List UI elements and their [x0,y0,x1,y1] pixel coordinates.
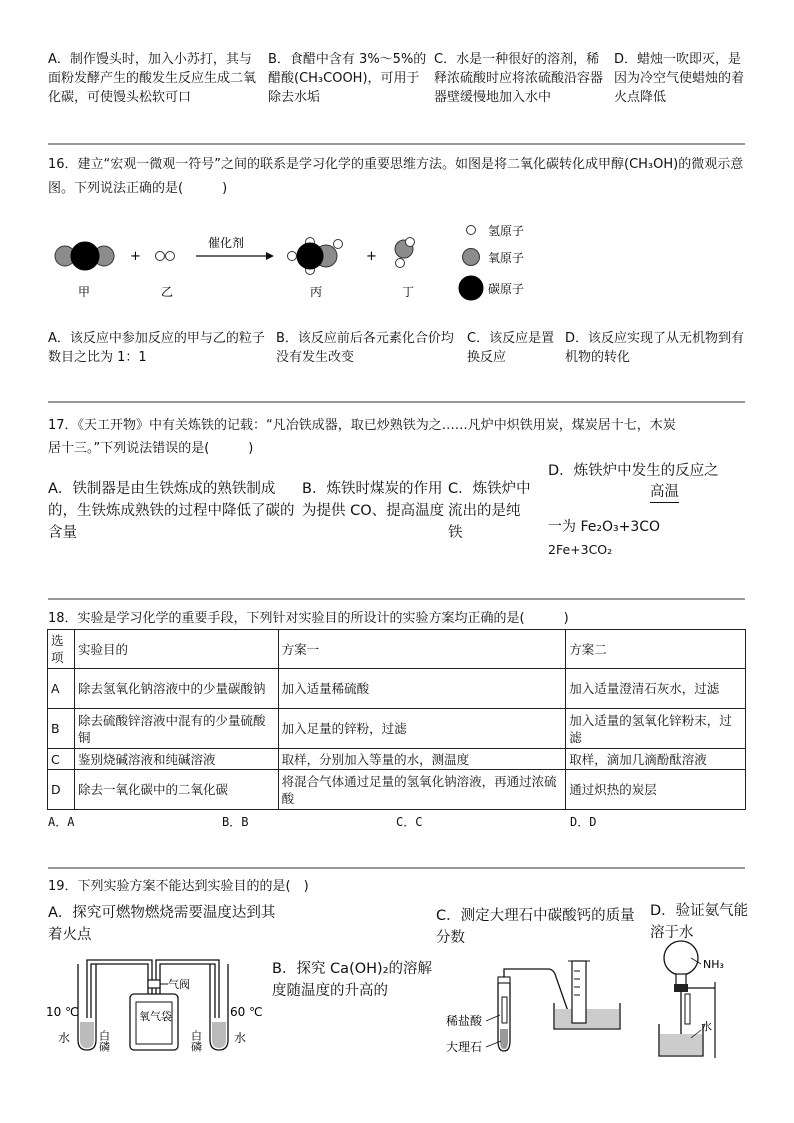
valve-icon [148,980,160,988]
reactant-yi-molecule [156,252,175,261]
cell-plan-1: 加入适量稀硫酸 [278,669,566,709]
q16-stem: 16．建立“宏观一微观一符号”之间的联系是学习化学的重要思维方法。如图是将二氧化碳转化成甲醇(CH₃OH)的微观示意图。下列说法正确的是( ) [48,157,744,196]
legend-carbon: 碳原子 [488,282,525,296]
water-label-left: 水 [58,1031,71,1045]
label-ding: 丁 [402,285,415,299]
product-ding-molecule [395,238,415,268]
table-header-row [48,630,746,669]
figure-a-combustion-apparatus [44,958,264,1062]
product-bing-molecule [288,238,343,275]
q19-option-c: C．测定大理石中碳酸钙的质量分数 [436,908,635,946]
water-label: 水 [701,1020,712,1033]
cell-plan-1: 加入足量的锌粉，过滤 [278,709,566,749]
cell-plan-2: 加入适量的氢氧化锌粉末，过滤 [566,709,746,749]
reactant-jia-molecule [55,242,114,270]
bag-label: 氧气袋 [139,1010,172,1023]
table-row [48,669,746,709]
cell-plan-1: 取样，分别加入等量的水，测温度 [278,749,566,770]
temp-right: 60 ℃ [230,1005,263,1019]
q18-answer-d: D．D [570,815,597,829]
figure-c-gas-measurement [446,955,622,1059]
white-phosphorus-right: 白磷 [189,1030,203,1052]
cell-plan-1: 将混合气体通过足量的氢氧化钠溶液，再通过浓硫酸 [278,770,566,810]
nh3-label: NH₃ [703,958,724,971]
label-yi: 乙 [161,285,174,299]
q15-option-b: B．食醋中含有 3%～5%的醋酸(CH₃COOH)，可用于除去水垢 [268,52,427,105]
marble-label: 大理石 [446,1040,483,1054]
round-flask-icon [664,941,698,975]
plus-sign: + [130,249,141,264]
hydrogen-atom-icon [467,226,476,235]
divider [48,143,745,145]
white-phosphorus-left: 白磷 [97,1030,111,1052]
reaction-condition-high-temp: 高温 [650,484,679,503]
oxygen-atom-icon [463,249,480,266]
q16-option-a: A．该反应中参加反应的甲与乙的粒子数目之比为 1：1 [48,331,265,365]
q17-option-b: B．炼铁时煤炭的作用为提供 CO、提高温度 [302,481,445,519]
q17-option-d-line2: 一为 Fe₂O₃+3CO [548,519,661,535]
divider [48,598,745,600]
q15-option-c: C．水是一种很好的溶剂，稀释浓硫酸时应将浓硫酸沿容器器壁缓慢地加入水中 [434,52,604,105]
q19-option-d: D．验证氨气能溶于水 [650,903,749,941]
valve-label: 气阀 [168,978,190,991]
row-label: C [48,749,75,770]
catalyst-label: 催化剂 [208,236,245,250]
q18-stem: 18．实验是学习化学的重要手段，下列针对实验目的所设计的实验方案均正确的是( ) [48,611,569,626]
q16-option-c: C．该反应是置换反应 [467,331,555,365]
row-label: D [48,770,75,810]
label-jia: 甲 [78,285,91,299]
table-row [48,770,746,810]
q19-stem: 19．下列实验方案不能达到实验目的的是( ) [48,879,309,894]
q17-stem-line2: 居十三。”下列说法错误的是( ) [48,441,254,456]
graduated-cylinder-icon [572,961,586,1023]
q17-stem-line1: 17．《天工开物》中有关炼铁的记载：“凡冶铁成器，取已炒熟铁为之……凡炉中炽铁用炭，煤炭居十七，木炭 [48,418,676,433]
q18-experiment-table [47,629,746,810]
header-option: 选项 [48,630,75,669]
q17-option-c: C．炼铁炉中流出的是纯铁 [448,481,531,541]
q19-option-b: B．探究 Ca(OH)₂的溶解度随温度的升高的 [272,961,433,999]
divider [48,401,745,403]
q16-option-b: B．该反应前后各元素化合价均没有发生改变 [276,331,454,365]
q18-answer-c: C．C [396,815,423,829]
q19-option-a: A．探究可燃物燃烧需要温度达到其着火点 [48,905,276,943]
q15-option-a: A．制作馒头时，加入小苏打，其与面粉发酵产生的酸发生反应生成二氧化碳，可使馒头松软可口 [48,52,257,105]
cell-goal: 除去硫酸锌溶液中混有的少量硫酸铜 [74,709,278,749]
cell-goal: 鉴别烧碱溶液和纯碱溶液 [74,749,278,770]
legend-hydrogen: 氢原子 [488,224,525,238]
table-row [48,749,746,770]
carbon-atom-icon [459,276,483,300]
label-bing: 丙 [310,285,323,299]
q16-option-d: D．该反应实现了从无机物到有机物的转化 [565,331,745,365]
cell-plan-2: 加入适量澄清石灰水，过滤 [566,669,746,709]
q16-molecule-diagram [48,222,548,304]
legend-oxygen: 氧原子 [488,251,525,265]
q18-answer-b: B．B [222,815,249,829]
q17-option-d-line1: D．炼铁炉中发生的反应之 [548,463,719,479]
cell-plan-2: 取样，滴加几滴酚酞溶液 [566,749,746,770]
cell-goal: 除去一氧化碳中的二氧化碳 [74,770,278,810]
header-goal: 实验目的 [74,630,278,669]
arrow-head-icon [266,252,274,260]
q15-option-d: D．蜡烛一吹即灭，是因为冷空气使蜡烛的着火点降低 [614,52,745,105]
row-label: A [48,669,75,709]
atom-legend [459,224,524,300]
header-plan-2: 方案二 [566,630,746,669]
table-row [48,709,746,749]
plus-sign: + [366,249,377,264]
temp-left: 10 ℃ [46,1005,79,1019]
q18-answer-a: A．A [48,815,75,829]
cell-plan-2: 通过炽热的炭层 [566,770,746,810]
acid-label: 稀盐酸 [446,1014,483,1028]
water-label-right: 水 [234,1031,247,1045]
cell-goal: 除去氢氧化钠溶液中的少量碳酸钠 [74,669,278,709]
row-label: B [48,709,75,749]
divider [48,867,745,869]
q17-option-a: A．铁制器是由生铁炼成的熟铁制成的，生铁炼成熟铁的过程中降低了碳的含量 [48,481,295,541]
header-plan-1: 方案一 [278,630,566,669]
q17-option-d-line3: 2Fe+3CO₂ [548,542,613,557]
figure-d-ammonia-flask [645,938,745,1064]
